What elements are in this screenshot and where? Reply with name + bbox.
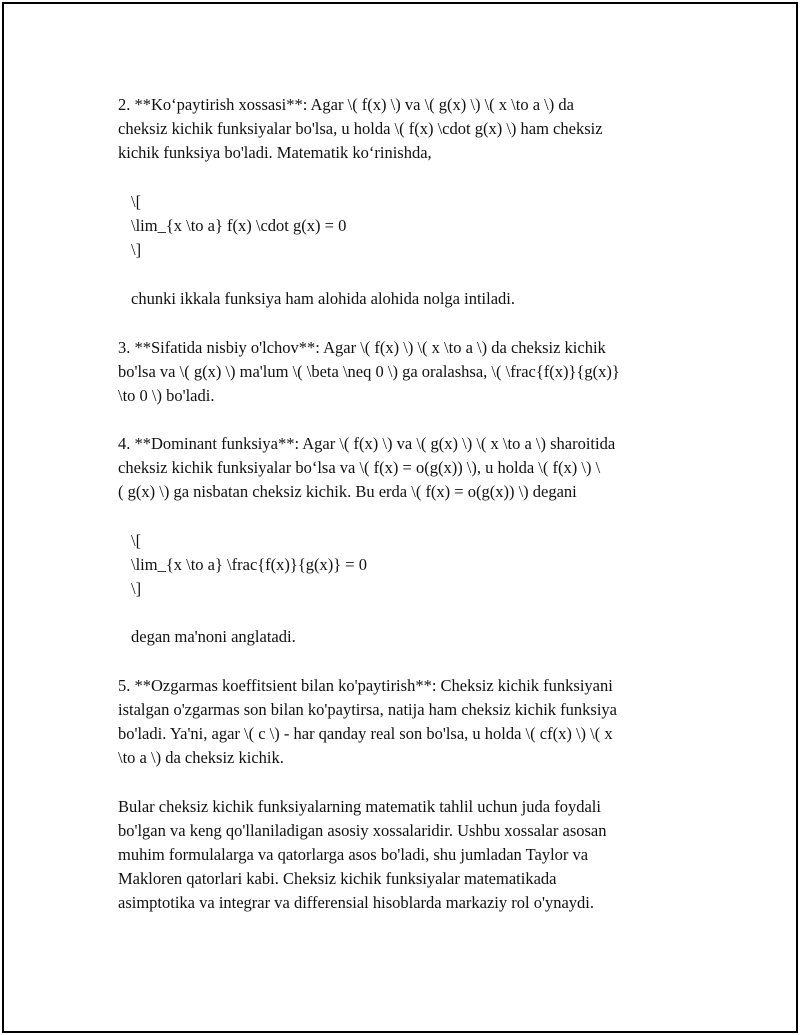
conclusion-paragraph: Bular cheksiz kichik funksiyalarning matematik tahlil uchun juda foydali bo'lgan va keng qo'llaniladigan asosiy xossalaridir. Ushbu xossalar asosan muhim formulalarga va qatorlarga asos bo'ladi, shu jumladan Taylor va Makloren qatorlari kabi. Cheksiz kichik funksiyalar matematikada asimptotika va integrar va differensial hisoblarda markaziy rol o'ynaydi. (118, 797, 607, 912)
formula-4: \[ \lim_{x \to a} \frac{f(x)}{g(x)} = 0 \] (131, 531, 367, 598)
property-3-paragraph: 3. **Sifatida nisbiy o'lchov**: Agar \( f(x) \) \( x \to a \) da cheksiz kichik bo'lsa va \( g(x) \) ma'lum \( \beta \neq 0 \) ga oralashsa, \( \frac{f(x)}{g(x)} \to 0 \) bo'ladi. (118, 338, 620, 405)
property-4-explanation: degan ma'noni anglatadi. (131, 627, 296, 646)
property-2-paragraph: 2. **Ko‘paytirish xossasi**: Agar \( f(x) \) va \( g(x) \) \( x \to a \) da cheksiz kichik funksiyalar bo'lsa, u holda \( f(x) \cdot g(x) \) ham cheksiz kichik funksiya bo'ladi. Matematik ko‘rinishda, (118, 95, 603, 162)
property-5-paragraph: 5. **Ozgarmas koeffitsient bilan ko'paytirish**: Cheksiz kichik funksiyani istalgan o'zgarmas son bilan ko'paytirsa, natija ham cheksiz kichik funksiya bo'ladi. Ya'ni, agar \( c \) - har qanday real son bo'lsa, u holda \( cf(x) \) \( x \to a \) da cheksiz kichik. (118, 676, 617, 767)
property-4-paragraph: 4. **Dominant funksiya**: Agar \( f(x) \) va \( g(x) \) \( x \to a \) sharoitida cheksiz kichik funksiyalar bo‘lsa va \( f(x) = o(g(x)) \), u holda \( f(x) \) \ ( g(x) \) ga nisbatan cheksiz kichik. Bu erda \( f(x) = o(g(x)) \) degani (118, 434, 616, 501)
formula-2: \[ \lim_{x \to a} f(x) \cdot g(x) = 0 \] (131, 192, 347, 259)
property-2-explanation: chunki ikkala funksiya ham alohida alohida nolga intiladi. (131, 289, 515, 308)
